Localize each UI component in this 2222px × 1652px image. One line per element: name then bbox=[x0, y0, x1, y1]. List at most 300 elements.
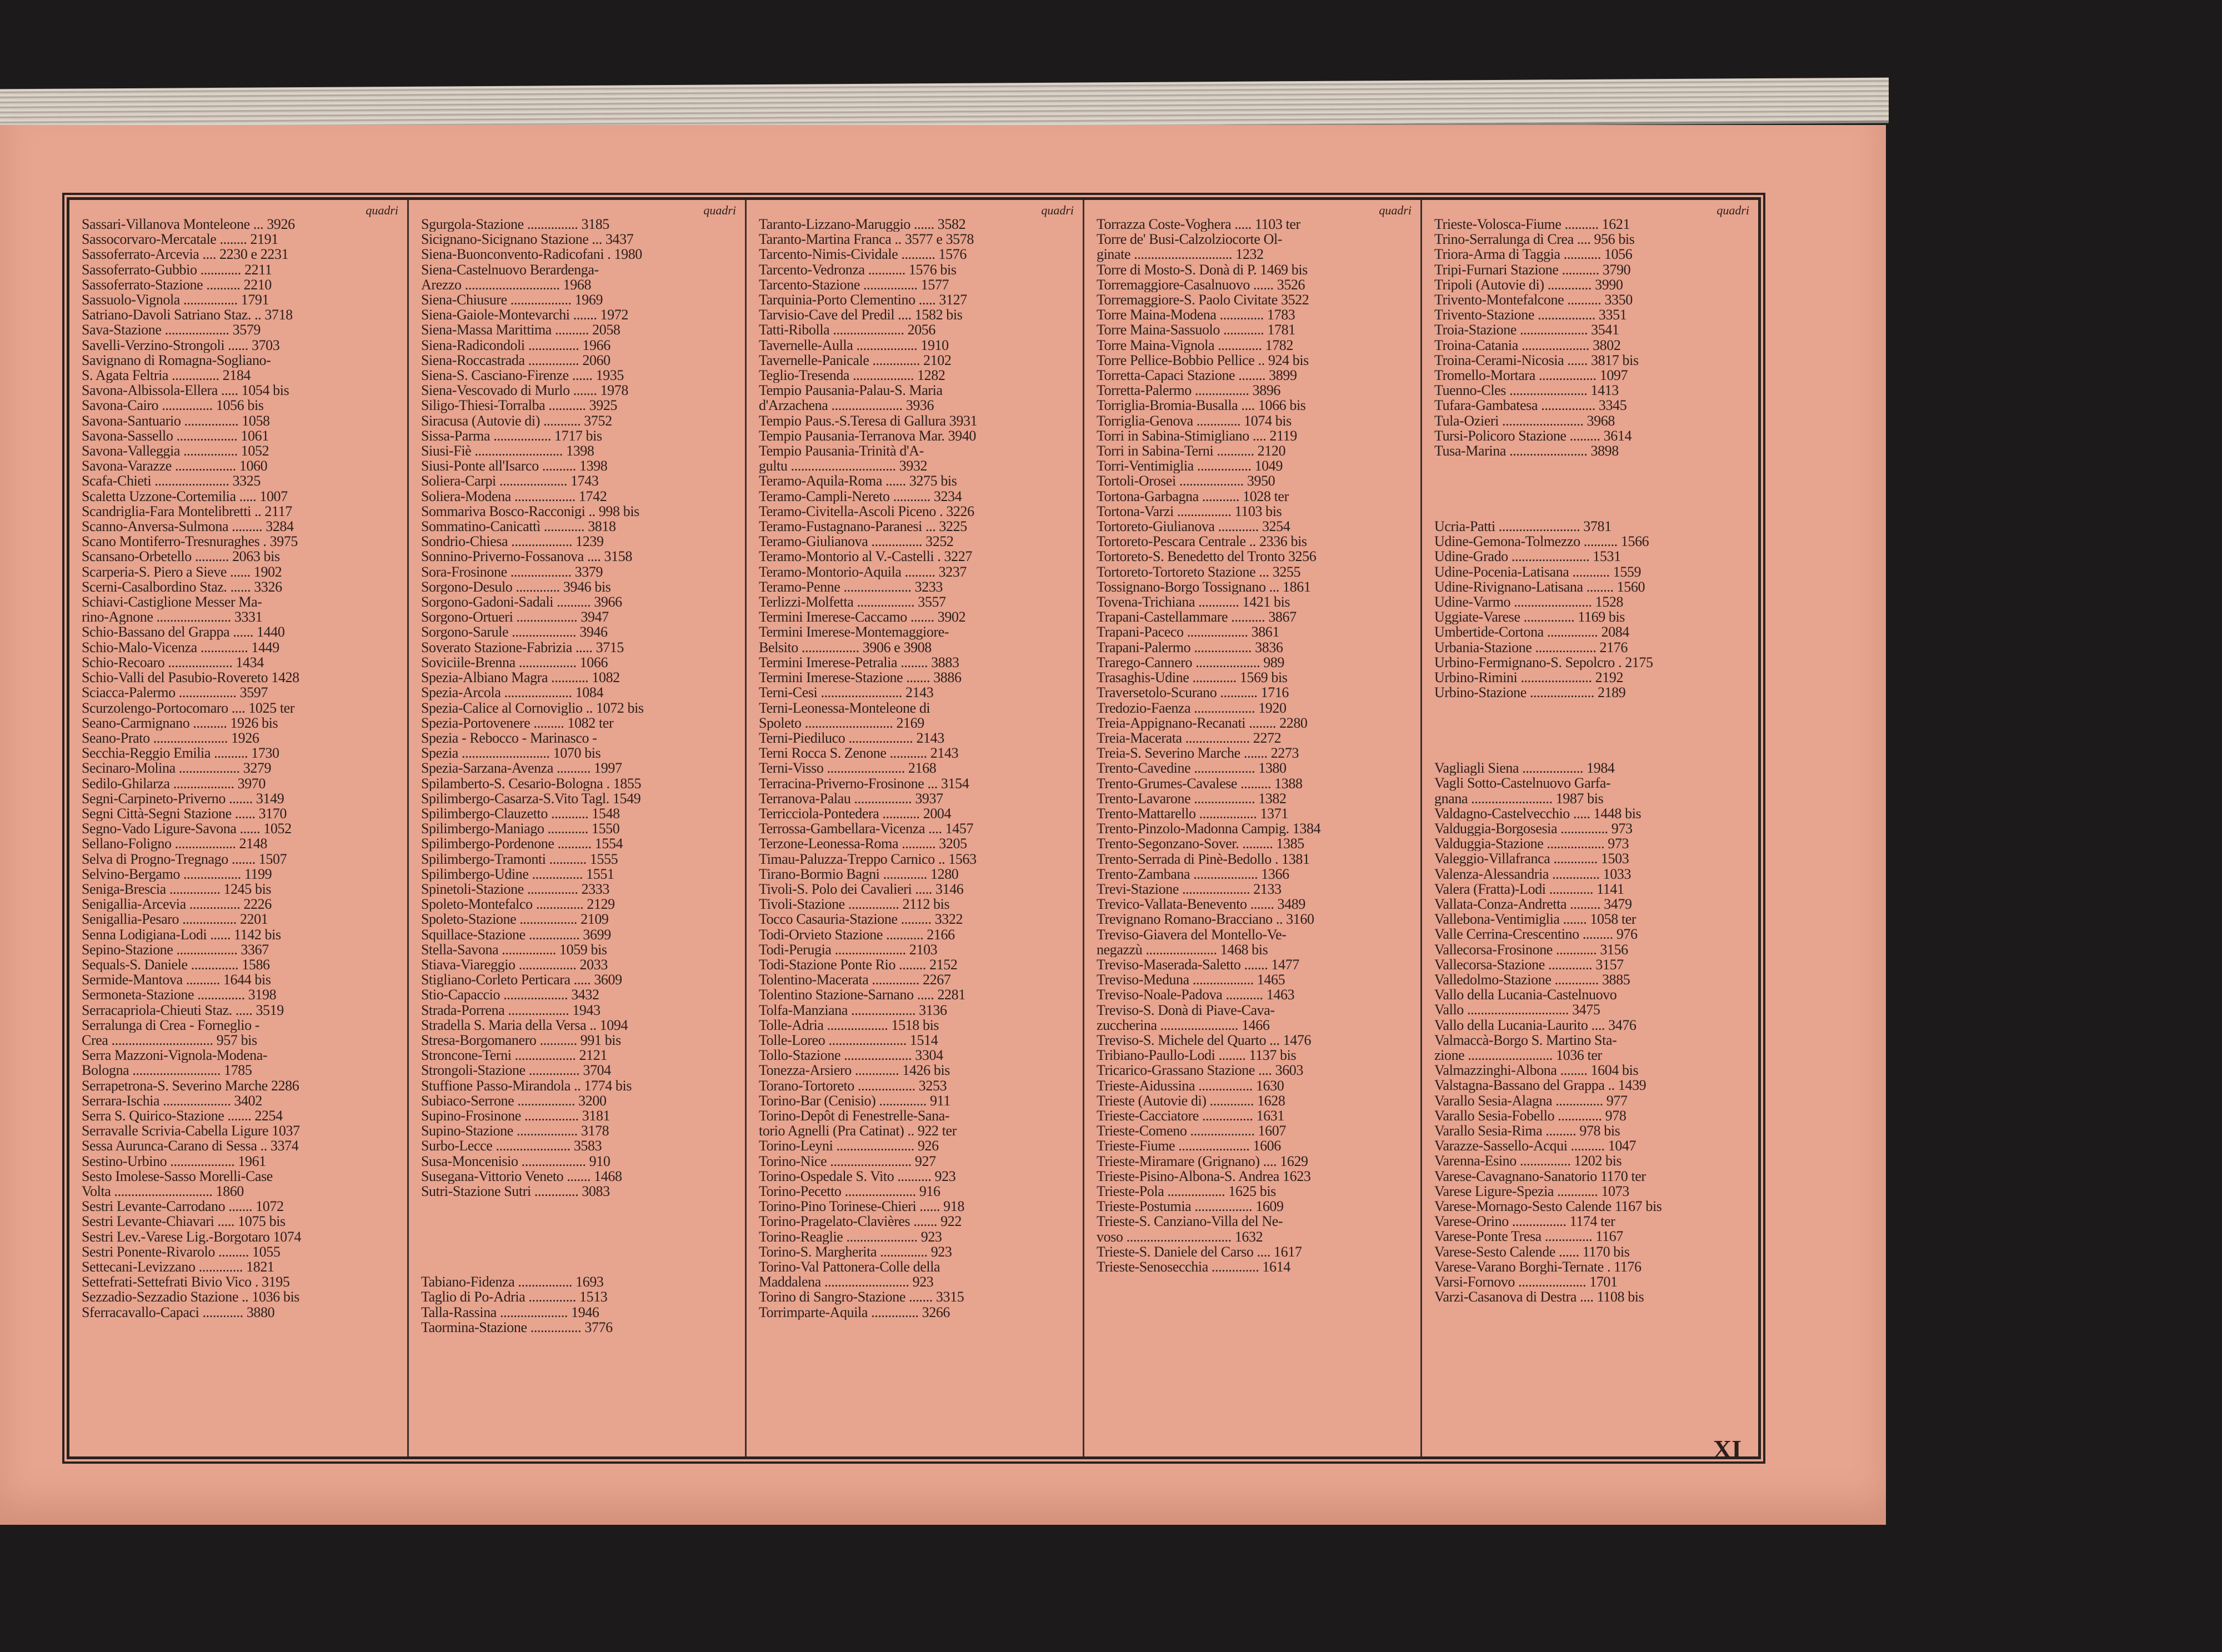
index-entry: Troina-Cerami-Nicosia ...... 3817 bis bbox=[1434, 352, 1639, 368]
index-entry: Todi-Perugia ..................... 2103 bbox=[759, 942, 938, 957]
index-entry: zione ......................... 1036 ter bbox=[1434, 1048, 1602, 1063]
index-entry: Torre de' Busi-Calzolziocorte Ol- bbox=[1097, 232, 1283, 247]
index-entry: Urbino-Stazione ................... 2189 bbox=[1434, 685, 1626, 700]
index-entry: Vallo della Lucania-Castelnuovo bbox=[1434, 987, 1617, 1003]
index-entry: Treia-Macerata ................... 2272 bbox=[1097, 730, 1282, 746]
index-entry: Susa-Moncenisio ................... 910 bbox=[421, 1153, 610, 1169]
index-entry: Spilimbergo-Tramonti ........... 1555 bbox=[421, 851, 618, 867]
index-entry: Sermoneta-Stazione .............. 3198 bbox=[82, 987, 277, 1003]
column-header: quadri bbox=[366, 203, 398, 217]
index-entry: Terzone-Leonessa-Roma .......... 3205 bbox=[759, 836, 967, 852]
index-entry: Todi-Stazione Ponte Rio ........ 2152 bbox=[759, 957, 958, 973]
section-gap bbox=[421, 1229, 736, 1244]
index-entry: Serrapetrona-S. Severino Marche 2286 bbox=[82, 1078, 299, 1093]
index-entry: Savona-Valleggia ................ 1052 bbox=[82, 443, 269, 459]
index-entry: Torino-Pragelato-Clavières ....... 922 bbox=[759, 1214, 962, 1229]
index-entry: Varallo Sesia-Fobello ............. 978 bbox=[1434, 1108, 1627, 1124]
index-entry: Trevignano Romano-Bracciano .. 3160 bbox=[1097, 912, 1314, 927]
index-entry: Belsito ................. 3906 e 3908 bbox=[759, 639, 932, 655]
index-entry: Soliera-Modena .................. 1742 bbox=[421, 488, 607, 504]
index-entry: Spezia-Albiano Magra ........... 1082 bbox=[421, 670, 620, 685]
index-entry: Terni-Cesi ........................ 2143 bbox=[759, 685, 934, 700]
index-entry: Terni Rocca S. Zenone ........... 2143 bbox=[759, 745, 959, 761]
index-entry: torio Agnelli (Pra Catinat) .. 922 ter bbox=[759, 1123, 957, 1139]
index-entry: Torremaggiore-Casalnuovo ...... 3526 bbox=[1097, 277, 1305, 293]
index-entry: Tempio Pausania-Palau-S. Maria bbox=[759, 383, 943, 398]
index-entry: Crea .............................. 957 bis bbox=[82, 1032, 257, 1048]
index-entry: Trieste-S. Canziano-Villa del Ne- bbox=[1097, 1214, 1283, 1229]
column-header: quadri bbox=[1041, 203, 1074, 217]
index-entry: Valstagna-Bassano del Grappa .. 1439 bbox=[1434, 1078, 1647, 1093]
index-entry: Torino-Nice ........................ 927 bbox=[759, 1153, 936, 1169]
index-entry: Tocco Casauria-Stazione ......... 3322 bbox=[759, 912, 963, 927]
index-entry: Sessa Aurunca-Carano di Sessa .. 3374 bbox=[82, 1138, 299, 1154]
index-entry: Tovena-Trichiana ............ 1421 bis bbox=[1097, 594, 1290, 610]
index-entry: Sassocorvaro-Mercatale ........ 2191 bbox=[82, 232, 278, 247]
index-entry: Spezia - Rebocco - Marinasco - bbox=[421, 730, 597, 746]
index-entry: Selvino-Bergamo ................. 1199 bbox=[82, 866, 272, 882]
index-entry: Tatti-Ribolla ..................... 2056 bbox=[759, 322, 935, 338]
index-entry: Savelli-Verzino-Strongoli ...... 3703 bbox=[82, 337, 280, 353]
index-entry: Tarquinia-Porto Clementino ..... 3127 bbox=[759, 292, 967, 308]
index-entry: Soliera-Carpi .................... 1743 bbox=[421, 473, 599, 489]
index-entry: Varese-Mornago-Sesto Calende 1167 bis bbox=[1434, 1199, 1662, 1214]
index-entry: Varese Ligure-Spezia ............ 1073 bbox=[1434, 1183, 1629, 1199]
index-entry: Uggiate-Varese ............... 1169 bis bbox=[1434, 609, 1625, 625]
index-entry: Tricarico-Grassano Stazione .... 3603 bbox=[1097, 1063, 1303, 1078]
index-entry: Termini Imerese-Caccamo ....... 3902 bbox=[759, 609, 966, 625]
index-entry: Troina-Catania .................... 3802 bbox=[1434, 337, 1621, 353]
index-entry: Udine-Varmo ....................... 1528 bbox=[1434, 594, 1624, 610]
index-entry: Termini Imerese-Montemaggiore- bbox=[759, 624, 949, 640]
index-entry: Varallo Sesia-Rima ......... 978 bis bbox=[1434, 1123, 1620, 1139]
index-entry: Trieste-Comeno ................... 1607 bbox=[1097, 1123, 1286, 1139]
index-entry: Treviso-Noale-Padova ........... 1463 bbox=[1097, 987, 1295, 1003]
index-entry: Sutri-Stazione Sutri ............. 3083 bbox=[421, 1184, 610, 1199]
index-entry: Spilamberto-S. Cesario-Bologna . 1855 bbox=[421, 775, 642, 791]
index-entry: Torino-Pino Torinese-Chieri ...... 918 bbox=[759, 1199, 964, 1214]
index-entry: Terni-Leonessa-Monteleone di bbox=[759, 700, 930, 715]
index-entry: Savona-Cairo ............... 1056 bis bbox=[82, 398, 264, 413]
index-entry: Spezia-Sarzana-Avenza .......... 1997 bbox=[421, 760, 622, 776]
index-entry: Tavernelle-Aulla .................. 1910 bbox=[759, 337, 949, 353]
index-entry: Terracina-Priverno-Frosinone ... 3154 bbox=[759, 775, 969, 791]
index-entry: Sepino-Stazione .................. 3367 bbox=[82, 942, 269, 957]
index-entry: Tortoreto-Giulianova ............ 3254 bbox=[1097, 519, 1290, 534]
index-entry: Spoleto-Montefalco .............. 2129 bbox=[421, 897, 615, 912]
index-entry: Tredozio-Faenza .................. 1920 bbox=[1097, 700, 1287, 715]
index-entry: ginate ............................. 1232 bbox=[1097, 247, 1264, 262]
index-entry: Susegana-Vittorio Veneto ....... 1468 bbox=[421, 1168, 622, 1184]
index-entry: Scafa-Chieti ...................... 3325 bbox=[82, 473, 261, 489]
index-entry: Tirano-Bormio Bagni ............. 1280 bbox=[759, 866, 959, 882]
index-entry: Selva di Progno-Tregnago ....... 1507 bbox=[82, 851, 287, 867]
section-gap bbox=[1434, 489, 1749, 504]
index-entry: Siena-Buonconvento-Radicofani . 1980 bbox=[421, 247, 642, 262]
index-entry: Tortona-Garbagna ........... 1028 ter bbox=[1097, 488, 1289, 504]
index-entry: Trieste-Aidussina ................ 1630 bbox=[1097, 1078, 1284, 1093]
index-entry: Siena-Roccastrada ............... 2060 bbox=[421, 352, 610, 368]
index-entry: Segni-Carpineto-Priverno ....... 3149 bbox=[82, 790, 284, 806]
section-gap bbox=[421, 1259, 736, 1274]
index-entry: Valduggia-Borgosesia .............. 973 bbox=[1434, 821, 1633, 837]
index-entry: Trevico-Vallata-Benevento ....... 3489 bbox=[1097, 897, 1305, 912]
index-entry: Savona-Varazze .................. 1060 bbox=[82, 458, 268, 474]
index-entry: Urbino-Rimini ..................... 2192 bbox=[1434, 670, 1624, 685]
book-page bbox=[0, 125, 1886, 1525]
index-entry: Varese-Varano Borghi-Ternate . 1176 bbox=[1434, 1259, 1642, 1275]
index-column-4 bbox=[1083, 200, 1420, 1456]
index-entry: Soverato Stazione-Fabrizia ..... 3715 bbox=[421, 639, 624, 655]
index-entry: Sestri Levante-Chiavari ..... 1075 bis bbox=[82, 1214, 286, 1229]
index-entry: Tossignano-Borgo Tossignano ... 1861 bbox=[1097, 579, 1311, 595]
index-entry: Vallecorsa-Frosinone ............ 3156 bbox=[1434, 942, 1628, 957]
index-entry: Siena-Gaiole-Montevarchi ....... 1972 bbox=[421, 307, 628, 323]
index-entry: Troia-Stazione .................... 3541 bbox=[1434, 322, 1619, 338]
index-entry: Siracusa (Autovie di) ........... 3752 bbox=[421, 413, 612, 428]
index-entry: Spilimbergo-Maniago ............ 1550 bbox=[421, 821, 620, 837]
index-entry: Udine-Grado ....................... 1531 bbox=[1434, 549, 1621, 564]
index-entry: Torino-Reaglie ..................... 923 bbox=[759, 1229, 942, 1244]
index-entry: Tarcento-Nimis-Cividale .......... 1576 bbox=[759, 247, 967, 262]
index-entry: Trino-Serralunga di Crea .... 956 bis bbox=[1434, 232, 1635, 247]
section-gap bbox=[1434, 458, 1749, 473]
index-entry: Tripi-Furnari Stazione ........... 3790 bbox=[1434, 262, 1631, 277]
index-entry: Valledolmo-Stazione ............. 3885 bbox=[1434, 972, 1630, 988]
index-entry: Tolfa-Manziana ................... 3136 bbox=[759, 1002, 947, 1018]
index-entry: Sferracavallo-Capaci ............ 3880 bbox=[82, 1304, 275, 1320]
index-entry: Tollo-Stazione .................... 3304 bbox=[759, 1048, 943, 1063]
index-entry: Strongoli-Stazione ............... 3704 bbox=[421, 1063, 611, 1078]
index-entry: Sestri Levante-Carrodano ....... 1072 bbox=[82, 1199, 284, 1214]
index-entry: Varenna-Esino ............... 1202 bis bbox=[1434, 1153, 1622, 1169]
index-entry: Vallo .............................. 3475 bbox=[1434, 1002, 1600, 1018]
index-entry: Senigallia-Arcevia ............... 2226 bbox=[82, 897, 272, 912]
index-entry: Varsi-Fornovo .................... 1701 bbox=[1434, 1274, 1618, 1290]
index-entry: Tortoreto-Tortoreto Stazione ... 3255 bbox=[1097, 564, 1301, 579]
column-header: quadri bbox=[703, 203, 736, 217]
index-entry: Termini Imerese-Petralia ........ 3883 bbox=[759, 654, 959, 670]
index-entry: Sesto Imolese-Sasso Morelli-Case bbox=[82, 1168, 273, 1184]
index-entry: Stiava-Viareggio ................. 2033 bbox=[421, 957, 608, 973]
index-entry: Treviso-Meduna .................. 1465 bbox=[1097, 972, 1285, 988]
index-entry: Sassoferrato-Stazione .......... 2210 bbox=[82, 277, 272, 293]
index-entry: Sorgono-Ortueri .................. 3947 bbox=[421, 609, 609, 625]
index-entry: Sequals-S. Daniele .............. 1586 bbox=[82, 957, 270, 973]
index-entry: Udine-Rivignano-Latisana ........ 1560 bbox=[1434, 579, 1645, 595]
index-entry: Tarcento-Vedronza ........... 1576 bis bbox=[759, 262, 957, 277]
index-entry: Torri-Ventimiglia ................ 1049 bbox=[1097, 458, 1283, 474]
index-entry: Traversetolo-Scurano ........... 1716 bbox=[1097, 685, 1289, 700]
index-entry: Torrazza Coste-Voghera ..... 1103 ter bbox=[1097, 217, 1300, 232]
index-entry: Terni-Visso ....................... 2168 bbox=[759, 760, 937, 776]
index-entry: Trento-Segonzano-Sover. ......... 1385 bbox=[1097, 836, 1304, 852]
index-entry: Tortoli-Orosei ................... 3950 bbox=[1097, 473, 1275, 489]
index-entry: Sommariva Bosco-Racconigi .. 998 bis bbox=[421, 503, 639, 519]
index-entry: Spezia .......................... 1070 bis bbox=[421, 745, 601, 761]
index-entry: Sondrio-Chiesa .................. 1239 bbox=[421, 534, 604, 549]
index-entry: Taranto-Martina Franca .. 3577 e 3578 bbox=[759, 232, 974, 247]
index-entry: Siligo-Thiesi-Torralba ........... 3925 bbox=[421, 398, 618, 413]
index-entry: Trento-Grumes-Cavalese ......... 1388 bbox=[1097, 775, 1303, 791]
index-entry: Treia-Appignano-Recanati ........ 2280 bbox=[1097, 715, 1308, 730]
section-gap bbox=[1434, 730, 1749, 745]
index-entry: Trieste-Senosecchia .............. 1614 bbox=[1097, 1259, 1290, 1275]
index-entry: Stuffione Passo-Mirandola .. 1774 bis bbox=[421, 1078, 632, 1093]
index-entry: Torriglia-Bromia-Busalla .... 1066 bis bbox=[1097, 398, 1306, 413]
index-entry: Treviso-Maserada-Saletto ....... 1477 bbox=[1097, 957, 1299, 973]
index-entry: Treviso-S. Michele del Quarto ... 1476 bbox=[1097, 1032, 1312, 1048]
index-entry: Trieste-Pola ................. 1625 bis bbox=[1097, 1184, 1276, 1199]
index-entry: Tortoreto-Pescara Centrale .. 2336 bis bbox=[1097, 534, 1307, 549]
index-entry: Trieste-Postumia ................. 1609 bbox=[1097, 1199, 1284, 1214]
index-entry: Tripoli (Autovie di) ............. 3990 bbox=[1434, 277, 1623, 293]
index-entry: Surbo-Lecce ...................... 3583 bbox=[421, 1138, 602, 1154]
index-entry: gultu ............................... 3932 bbox=[759, 458, 928, 474]
index-column-3 bbox=[745, 200, 1083, 1456]
index-entry: Tribiano-Paullo-Lodi ........ 1137 bis bbox=[1097, 1048, 1297, 1063]
index-entry: Scandriglia-Fara Montelibretti .. 2117 bbox=[82, 503, 292, 519]
index-entry: Terlizzi-Molfetta ................. 3557 bbox=[759, 594, 946, 610]
index-entry: Savignano di Romagna-Sogliano- bbox=[82, 352, 271, 368]
index-entry: Sorgono-Gadoni-Sadali .......... 3966 bbox=[421, 594, 622, 610]
index-entry: Sava-Stazione ................... 3579 bbox=[82, 322, 261, 338]
index-entry: Spilimbergo-Pordenone .......... 1554 bbox=[421, 836, 623, 852]
index-entry: Savona-Albissola-Ellera ..... 1054 bis bbox=[82, 383, 289, 398]
index-column-5 bbox=[1420, 200, 1758, 1456]
index-entry: S. Agata Feltria .............. 2184 bbox=[82, 368, 251, 383]
index-entry: Torre Maina-Sassuolo ............ 1781 bbox=[1097, 322, 1295, 338]
index-entry: Varzi-Casanova di Destra .... 1108 bis bbox=[1434, 1289, 1644, 1305]
index-entry: Stradella S. Maria della Versa .. 1094 bbox=[421, 1017, 628, 1033]
index-entry: Torino-Bar (Cenisio) .............. 911 bbox=[759, 1093, 950, 1108]
index-entry: Udine-Gemona-Tolmezzo .......... 1566 bbox=[1434, 534, 1649, 549]
index-entry: Spoleto-Stazione ................. 2109 bbox=[421, 912, 609, 927]
index-entry: Tortoreto-S. Benedetto del Tronto 3256 bbox=[1097, 549, 1317, 564]
index-entry: gnana ........................ 1987 bis bbox=[1434, 790, 1604, 806]
index-entry: Treia-S. Severino Marche ....... 2273 bbox=[1097, 745, 1299, 761]
index-entry: Senna Lodigiana-Lodi ...... 1142 bis bbox=[82, 927, 281, 942]
index-entry: Trieste-Volosca-Fiume .......... 1621 bbox=[1434, 217, 1630, 232]
index-entry: Sermide-Mantova .......... 1644 bis bbox=[82, 972, 271, 988]
index-entry: Savona-Santuario ................ 1058 bbox=[82, 413, 270, 428]
index-entry: Serra S. Quirico-Stazione ....... 2254 bbox=[82, 1108, 283, 1124]
index-entry: Soviciile-Brenna ................. 1066 bbox=[421, 654, 608, 670]
index-entry: Teramo-Civitella-Ascoli Piceno . 3226 bbox=[759, 503, 974, 519]
index-entry: Sissa-Parma ................. 1717 bis bbox=[421, 428, 602, 444]
index-entry: Varese-Sesto Calende ...... 1170 bis bbox=[1434, 1244, 1630, 1259]
index-entry: Stresa-Borgomanero ........... 991 bis bbox=[421, 1032, 621, 1048]
index-entry: Todi-Orvieto Stazione ........... 2166 bbox=[759, 927, 955, 942]
index-entry: Trento-Lavarone .................. 1382 bbox=[1097, 790, 1287, 806]
index-entry: Supino-Stazione .................. 3178 bbox=[421, 1123, 609, 1139]
index-entry: Teramo-Penne .................... 3233 bbox=[759, 579, 943, 595]
index-entry: Arezzo ............................ 1968 bbox=[421, 277, 592, 293]
index-entry: Teramo-Fustagnano-Paranesi ... 3225 bbox=[759, 519, 967, 534]
timetable-index-frame bbox=[67, 197, 1761, 1459]
index-entry: Valduggia-Stazione ................. 973 bbox=[1434, 836, 1629, 852]
index-entry: Siusi-Fiè .......................... 1398 bbox=[421, 443, 594, 459]
index-entry: Vallebona-Ventimiglia ....... 1058 ter bbox=[1434, 912, 1637, 927]
index-entry: Torino-Leyni ....................... 926 bbox=[759, 1138, 939, 1154]
index-entry: Senigallia-Pesaro ................ 2201 bbox=[82, 912, 268, 927]
index-entry: Vallata-Conza-Andretta ......... 3479 bbox=[1434, 897, 1632, 912]
index-entry: Supino-Frosinone ................ 3181 bbox=[421, 1108, 610, 1124]
index-entry: Sezzadio-Sezzadio Stazione .. 1036 bis bbox=[82, 1289, 300, 1305]
index-entry: Siena-Chiusure .................. 1969 bbox=[421, 292, 603, 308]
index-entry: Tarvisio-Cave del Predil .... 1582 bis bbox=[759, 307, 963, 323]
index-entry: Udine-Pocenia-Latisana ........... 1559 bbox=[1434, 564, 1642, 579]
index-entry: Secinaro-Molina .................. 3279 bbox=[82, 760, 272, 776]
section-gap bbox=[1434, 700, 1749, 715]
index-entry: rino-Agnone ...................... 3331 bbox=[82, 609, 263, 625]
index-entry: Torrimparte-Aquila .............. 3266 bbox=[759, 1304, 950, 1320]
index-entry: Tortona-Varzi ................ 1103 bis bbox=[1097, 503, 1282, 519]
index-entry: Sassoferrato-Arcevia .... 2230 e 2231 bbox=[82, 247, 289, 262]
index-entry: Teramo-Montorio-Aquila ......... 3237 bbox=[759, 564, 967, 579]
index-entry: Settefrati-Settefrati Bivio Vico . 3195 bbox=[82, 1274, 290, 1290]
index-entry: Tolentino Stazione-Sarnano ..... 2281 bbox=[759, 987, 965, 1003]
index-entry: Volta ............................. 1860 bbox=[82, 1184, 244, 1199]
index-entry: Spezia-Arcola .................... 1084 bbox=[421, 685, 604, 700]
index-entry: Valmazzinghi-Albona ........ 1604 bis bbox=[1434, 1063, 1639, 1078]
entry-list bbox=[421, 217, 736, 1335]
index-entry: d'Arzachena ..................... 3936 bbox=[759, 398, 934, 413]
index-entry: Spezia-Calice al Cornoviglio .. 1072 bis bbox=[421, 700, 644, 715]
index-entry: Trapani-Castellammare .......... 3867 bbox=[1097, 609, 1297, 625]
index-entry: Sassoferrato-Gubbio ............ 2211 bbox=[82, 262, 272, 277]
index-entry: Taglio di Po-Adria .............. 1513 bbox=[421, 1289, 608, 1305]
index-entry: Torino-S. Margherita .............. 923 bbox=[759, 1244, 952, 1260]
section-gap bbox=[1434, 715, 1749, 730]
index-entry: Vagliagli Siena .................. 1984 bbox=[1434, 760, 1615, 776]
index-entry: Settecani-Levizzano ............. 1821 bbox=[82, 1259, 274, 1275]
index-entry: Trento-Cavedine .................. 1380 bbox=[1097, 760, 1287, 776]
index-entry: Torretta-Capaci Stazione ........ 3899 bbox=[1097, 368, 1297, 383]
index-entry: Torre Maina-Vignola ............. 1782 bbox=[1097, 337, 1294, 353]
index-entry: Trento-Mattarello ................. 1371 bbox=[1097, 805, 1288, 822]
column-header: quadri bbox=[1379, 203, 1412, 217]
index-entry: Tolle-Loreo ....................... 1514 bbox=[759, 1032, 938, 1048]
index-entry: Teramo-Giulianova ............... 3252 bbox=[759, 534, 954, 549]
index-entry: Scaletta Uzzone-Cortemilia ..... 1007 bbox=[82, 488, 288, 504]
index-entry: Valera (Fratta)-Lodi ............. 1141 bbox=[1434, 881, 1624, 897]
index-entry: Treviso-S. Donà di Piave-Cava- bbox=[1097, 1002, 1275, 1018]
index-entry: Torino-Pecetto ..................... 916 bbox=[759, 1184, 940, 1199]
index-entry: Siena-S. Casciano-Firenze ...... 1935 bbox=[421, 368, 624, 383]
index-entry: Spilimbergo-Clauzetto ........... 1548 bbox=[421, 805, 620, 822]
index-entry: Stella-Savona ................ 1059 bis bbox=[421, 942, 607, 957]
index-entry: Scarperia-S. Piero a Sieve ...... 1902 bbox=[82, 564, 282, 579]
index-entry: Segni Città-Segni Stazione ...... 3170 bbox=[82, 805, 287, 822]
index-entry: Tonezza-Arsiero ............. 1426 bis bbox=[759, 1063, 950, 1078]
index-entry: Segno-Vado Ligure-Savona ...... 1052 bbox=[82, 821, 292, 837]
index-entry: Siena-Radicondoli ............... 1966 bbox=[421, 337, 610, 353]
index-entry: Tivoli-Stazione ............... 2112 bis bbox=[759, 897, 950, 912]
index-entry: Trento-Zambana ................... 1366 bbox=[1097, 866, 1289, 882]
index-entry: Secchia-Reggio Emilia .......... 1730 bbox=[82, 745, 279, 761]
entry-list bbox=[1097, 217, 1412, 1274]
index-entry: Stio-Capaccio ................... 3432 bbox=[421, 987, 599, 1003]
index-entry: Trevi-Stazione .................... 2133 bbox=[1097, 881, 1282, 897]
index-entry: Torriglia-Genova ............. 1074 bis bbox=[1097, 413, 1292, 428]
index-entry: Teramo-Montorio al V.-Castelli . 3227 bbox=[759, 549, 972, 564]
index-entry: Taormina-Stazione ............... 3776 bbox=[421, 1319, 613, 1335]
index-entry: Trasaghis-Udine ............. 1569 bis bbox=[1097, 670, 1288, 685]
index-entry: Scanno-Anversa-Sulmona ......... 3284 bbox=[82, 519, 294, 534]
index-entry: Sorgono-Sarule ................... 3946 bbox=[421, 624, 608, 640]
section-gap bbox=[421, 1199, 736, 1214]
index-entry: Valeggio-Villafranca ............. 1503 bbox=[1434, 851, 1629, 867]
index-entry: Stigliano-Corleto Perticara ..... 3609 bbox=[421, 972, 622, 988]
index-entry: Seano-Carmignano .......... 1926 bis bbox=[82, 715, 278, 730]
index-entry: Sellano-Foligno .................. 2148 bbox=[82, 836, 267, 852]
index-entry: Torri in Sabina-Terni ........... 2120 bbox=[1097, 443, 1286, 459]
index-column-1 bbox=[69, 200, 407, 1456]
index-entry: Sonnino-Priverno-Fossanova .... 3158 bbox=[421, 549, 632, 564]
index-entry: Varese-Cavagnano-Sanatorio 1170 ter bbox=[1434, 1168, 1646, 1184]
index-entry: Seniga-Brescia ............... 1245 bis bbox=[82, 881, 272, 897]
index-entry: Terrossa-Gambellara-Vicenza .... 1457 bbox=[759, 821, 974, 837]
index-entry: Schio-Recoaro ................... 1434 bbox=[82, 654, 264, 670]
index-entry: Torre Pellice-Bobbio Pellice .. 924 bis bbox=[1097, 352, 1309, 368]
section-gap bbox=[1434, 745, 1749, 760]
index-entry: Siena-Vescovado di Murlo ....... 1978 bbox=[421, 383, 628, 398]
index-entry: Tursi-Policoro Stazione ......... 3614 bbox=[1434, 428, 1632, 444]
index-entry: Terni-Piediluco ................... 2143 bbox=[759, 730, 944, 746]
index-entry: Torre di Mosto-S. Donà di P. 1469 bis bbox=[1097, 262, 1308, 277]
index-entry: Siena-Castelnuovo Berardenga- bbox=[421, 262, 599, 277]
index-entry: Scansano-Orbetello .......... 2063 bis bbox=[82, 549, 280, 564]
entry-list bbox=[1434, 217, 1749, 1305]
index-entry: Sestri Ponente-Rivarolo ......... 1055 bbox=[82, 1244, 281, 1260]
index-entry: Ucria-Patti ........................ 3781 bbox=[1434, 519, 1612, 534]
index-entry: Taranto-Lizzano-Maruggio ...... 3582 bbox=[759, 217, 966, 232]
index-entry: Subiaco-Serrone ................. 3200 bbox=[421, 1093, 607, 1108]
index-entry: Varese-Ponte Tresa .............. 1167 bbox=[1434, 1229, 1623, 1244]
entry-list bbox=[759, 217, 1074, 1320]
index-entry: Trivento-Stazione ................. 3351 bbox=[1434, 307, 1627, 323]
index-entry: Terranova-Palau ................. 3937 bbox=[759, 790, 943, 806]
index-entry: Squillace-Stazione ............... 3699 bbox=[421, 927, 611, 942]
index-entry: Tavernelle-Panicale .............. 2102 bbox=[759, 352, 952, 368]
section-gap bbox=[421, 1214, 736, 1229]
index-entry: Sicignano-Sicignano Stazione ... 3437 bbox=[421, 232, 634, 247]
index-entry: zuccherina ....................... 1466 bbox=[1097, 1017, 1270, 1033]
index-entry: Serracapriola-Chieuti Staz. ..... 3519 bbox=[82, 1002, 284, 1018]
index-entry: Timau-Paluzza-Treppo Carnico .. 1563 bbox=[759, 851, 977, 867]
section-gap bbox=[1434, 473, 1749, 488]
index-entry: Sommatino-Canicattì ............ 3818 bbox=[421, 519, 616, 534]
index-entry: Tempio Pausania-Trinità d'A- bbox=[759, 443, 924, 459]
column-header: quadri bbox=[1716, 203, 1749, 217]
index-entry: Valmaccà-Borgo S. Martino Sta- bbox=[1434, 1032, 1617, 1048]
index-entry: Serravalle Scrivia-Cabella Ligure 1037 bbox=[82, 1123, 300, 1139]
index-entry: Tolle-Adria .................. 1518 bis bbox=[759, 1017, 939, 1033]
index-entry: Schiavi-Castiglione Messer Ma- bbox=[82, 594, 262, 610]
index-entry: Spinetoli-Stazione ............... 2333 bbox=[421, 881, 609, 897]
index-entry: Treviso-Giavera del Montello-Ve- bbox=[1097, 927, 1287, 942]
index-entry: Terricciola-Pontedera ........... 2004 bbox=[759, 805, 952, 822]
index-entry: Sgurgola-Stazione ............... 3185 bbox=[421, 217, 609, 232]
index-entry: voso ............................... 1632 bbox=[1097, 1229, 1263, 1244]
index-entry: Spilimbergo-Udine ............... 1551 bbox=[421, 866, 614, 882]
index-entry: Vallo della Lucania-Laurito .... 3476 bbox=[1434, 1017, 1637, 1033]
index-entry: Trapani-Paceco .................. 3861 bbox=[1097, 624, 1280, 640]
index-entry: Varese-Orino ................ 1174 ter bbox=[1434, 1214, 1615, 1229]
index-entry: Spezia-Portovenere ......... 1082 ter bbox=[421, 715, 614, 730]
index-entry: Strada-Porrena .................. 1943 bbox=[421, 1002, 600, 1018]
